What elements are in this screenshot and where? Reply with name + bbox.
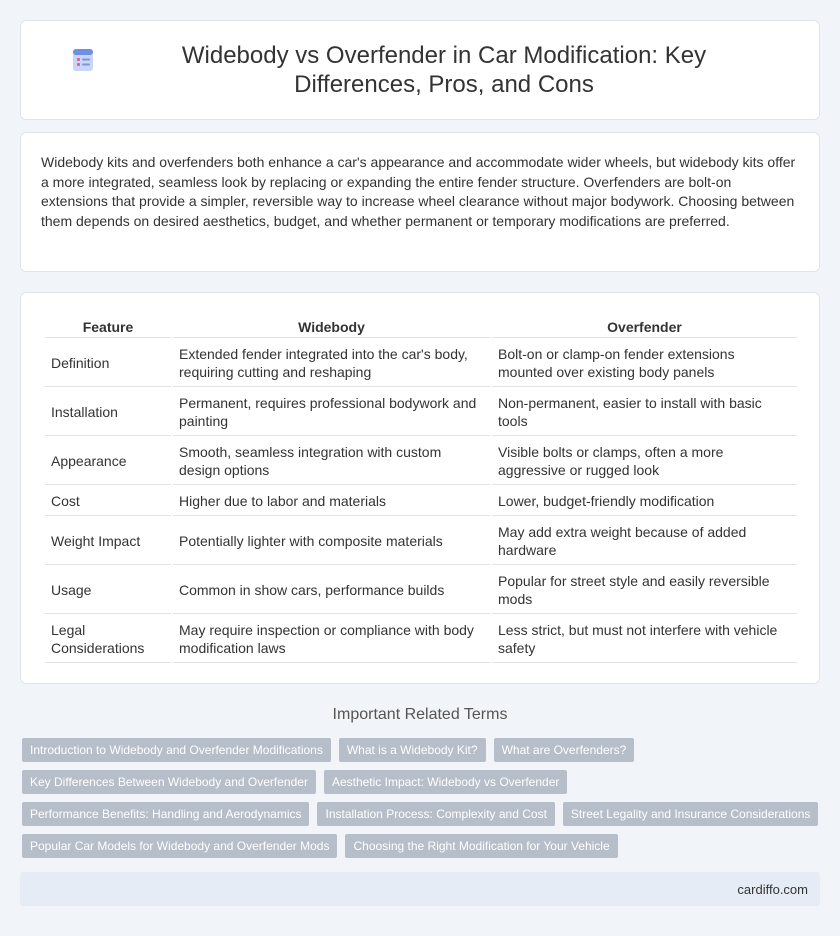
related-term-tag[interactable]: Installation Process: Complexity and Cost: [317, 802, 554, 826]
table-row: [45, 567, 797, 614]
row-overfender: Popular for street style and easily reversible mods: [492, 567, 797, 614]
page-title: Widebody vs Overfender in Car Modification: Key Differences, Pros, and Cons: [181, 42, 707, 98]
row-feature: Installation: [45, 389, 171, 436]
tag-row: [22, 770, 822, 794]
comparison-table-card: [20, 292, 820, 684]
row-feature: Weight Impact: [45, 518, 171, 565]
related-terms-heading: Important Related Terms: [332, 706, 508, 723]
header-feature: Feature: [45, 315, 171, 338]
footer-site-link[interactable]: cardiffo.com: [737, 881, 808, 897]
row-overfender: Bolt-on or clamp-on fender extensions mounted over existing body panels: [492, 340, 797, 387]
row-widebody: Permanent, requires professional bodywork and painting: [173, 389, 490, 436]
row-overfender: Visible bolts or clamps, often a more aggressive or rugged look: [492, 438, 797, 485]
related-term-tag[interactable]: What is a Widebody Kit?: [339, 738, 486, 762]
table-header-row: [45, 315, 797, 338]
related-term-tag[interactable]: Popular Car Models for Widebody and Overfender Mods: [22, 834, 337, 858]
table-row: [45, 487, 797, 516]
row-widebody: Higher due to labor and materials: [173, 487, 490, 516]
related-term-tag[interactable]: Key Differences Between Widebody and Overfender: [22, 770, 316, 794]
row-widebody: Potentially lighter with composite materials: [173, 518, 490, 565]
related-term-tag[interactable]: Street Legality and Insurance Considerations: [563, 802, 818, 826]
row-feature: Cost: [45, 487, 171, 516]
row-overfender: May add extra weight because of added hardware: [492, 518, 797, 565]
intro-paragraph: Widebody kits and overfenders both enhance a car's appearance and accommodate wider wheels, but widebody kits offer a more integrated, seamless look by replacing or expanding the entire fender structure. Overfenders are bolt-on extensions that provide a simpler, reversible way to increase wheel clearance without major bodywork. Choosing between them depends on desired aesthetics, budget, and whether permanent or temporary modifications are preferred.: [41, 154, 796, 229]
row-feature: Usage: [45, 567, 171, 614]
title-wrap: [70, 41, 770, 99]
related-term-tag[interactable]: Introduction to Widebody and Overfender Modifications: [22, 738, 331, 762]
related-term-tag[interactable]: Performance Benefits: Handling and Aerodynamics: [22, 802, 309, 826]
intro-card: [20, 132, 820, 272]
row-overfender: Lower, budget-friendly modification: [492, 487, 797, 516]
row-widebody: Common in show cars, performance builds: [173, 567, 490, 614]
row-overfender: Non-permanent, easier to install with basic tools: [492, 389, 797, 436]
related-term-tag[interactable]: Aesthetic Impact: Widebody vs Overfender: [324, 770, 567, 794]
tag-row: [22, 738, 822, 762]
row-widebody: Smooth, seamless integration with custom design options: [173, 438, 490, 485]
related-terms-list: [22, 738, 822, 866]
comparison-table: [43, 313, 799, 665]
tag-row: [22, 802, 822, 826]
related-term-tag[interactable]: What are Overfenders?: [494, 738, 635, 762]
row-widebody: Extended fender integrated into the car's body, requiring cutting and reshaping: [173, 340, 490, 387]
row-overfender: Less strict, but must not interfere with vehicle safety: [492, 616, 797, 663]
title-card: [20, 20, 820, 120]
table-row: [45, 340, 797, 387]
table-row: [45, 438, 797, 485]
row-feature: Legal Considerations: [45, 616, 171, 663]
footer: [20, 872, 820, 906]
related-term-tag[interactable]: Choosing the Right Modification for Your Vehicle: [345, 834, 617, 858]
table-row: [45, 616, 797, 663]
header-overfender: Overfender: [492, 315, 797, 338]
document-list-icon: [70, 47, 96, 73]
header-widebody: Widebody: [173, 315, 490, 338]
row-widebody: May require inspection or compliance with body modification laws: [173, 616, 490, 663]
table-row: [45, 518, 797, 565]
table-row: [45, 389, 797, 436]
row-feature: Definition: [45, 340, 171, 387]
row-feature: Appearance: [45, 438, 171, 485]
tag-row: [22, 834, 822, 858]
